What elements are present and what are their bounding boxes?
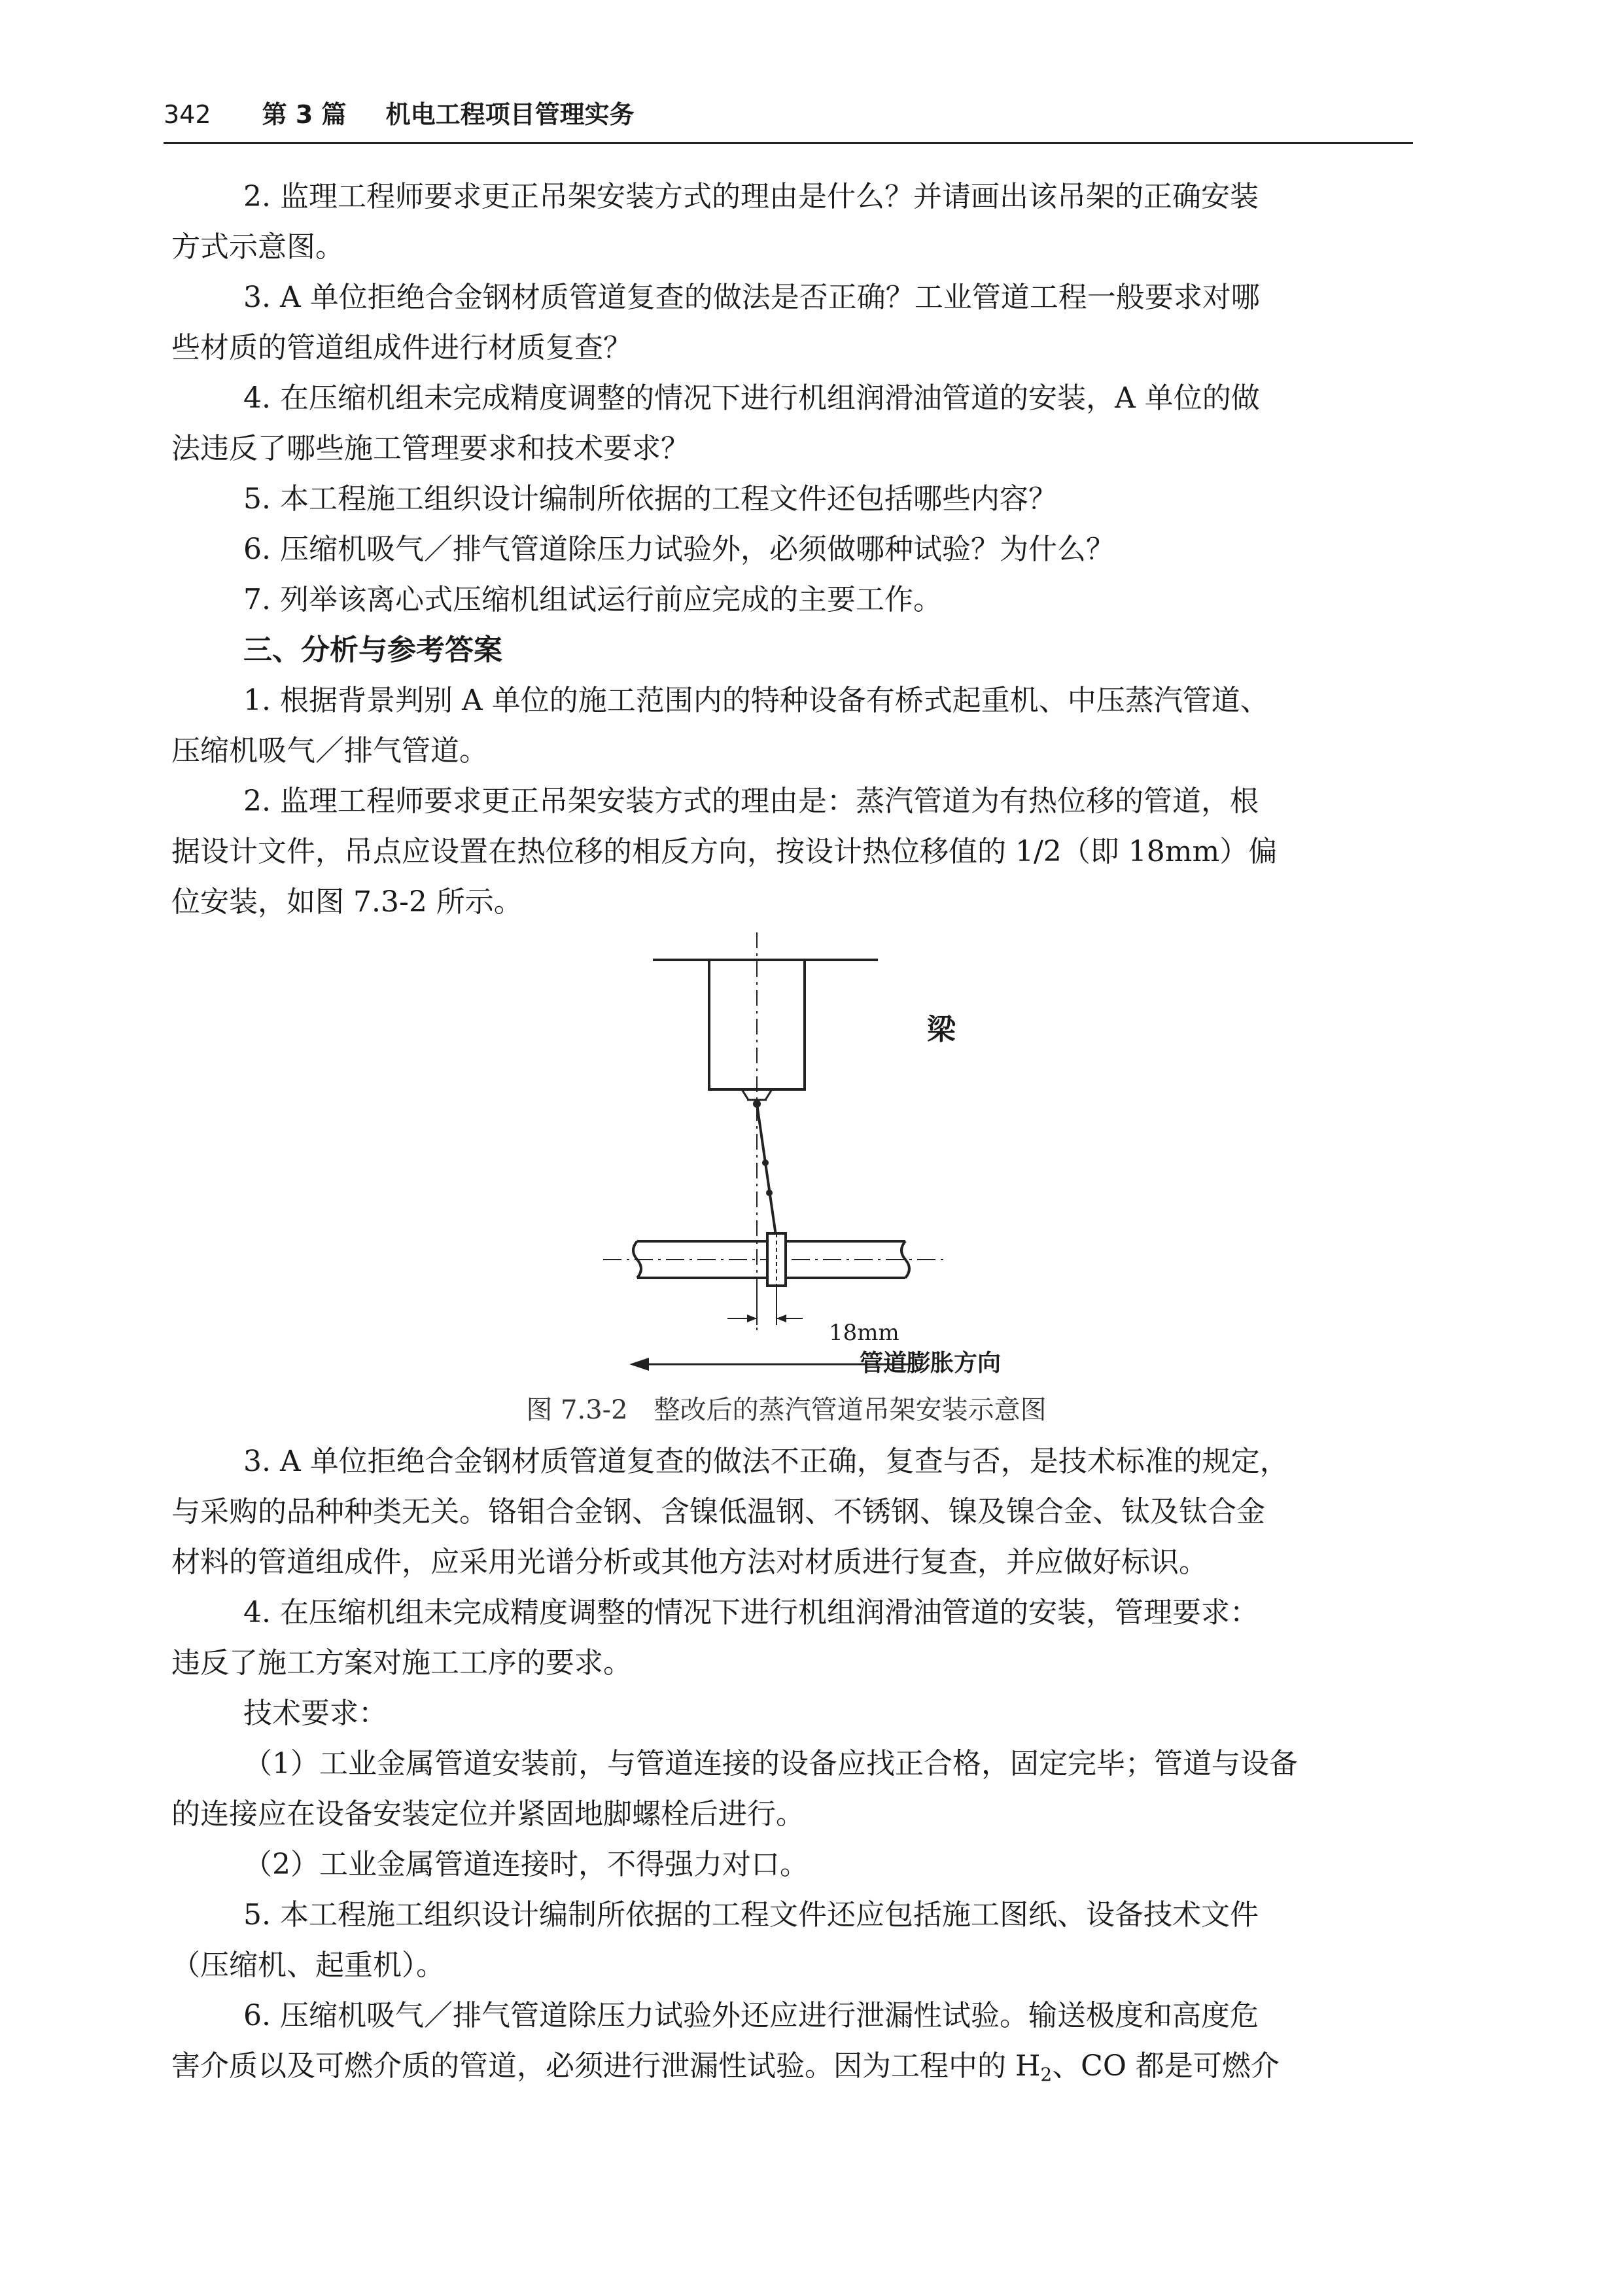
rod-joint-2 (766, 1190, 773, 1196)
figure-caption: 图 7.3-2 整改后的蒸汽管道吊架安装示意图 (526, 1395, 1047, 1425)
answer-2: 2. 监理工程师要求更正吊架安装方式的理由是：蒸汽管道为有热位移的管道，根 据设计文件，吊点应设置在热位移的相反方向，按设计热位移值的 1/2（即 18mm）偏 位安装，如图 7.3-2 所示。 (171, 785, 1278, 919)
chapter-title: 机电工程项目管理实务 (385, 100, 635, 129)
question-3: 3. A 单位拒绝合金钢材质管道复查的做法是否正确？工业管道工程一般要求对哪 些材质的管道组成件进行材质复查？ (171, 281, 1260, 364)
answer-5: 5. 本工程施工组织设计编制所依据的工程文件还应包括施工图纸、设备技术文件 （压缩机、起重机）。 (171, 1898, 1259, 1982)
section-heading: 三、分析与参考答案 (243, 633, 502, 667)
dim-arrow-left (747, 1315, 757, 1322)
question-7: 7. 列举该离心式压缩机组试运行前应完成的主要工作。 (243, 583, 942, 616)
question-5: 5. 本工程施工组织设计编制所依据的工程文件还包括哪些内容？ (243, 482, 1057, 516)
offset-label: 18mm (829, 1320, 899, 1346)
rod-joint-1 (762, 1159, 769, 1166)
page-body (171, 171, 1401, 2091)
hanger-rod (757, 1104, 777, 1240)
answer-4-tech-2: （2）工业金属管道连接时，不得强力对口。 (243, 1848, 809, 1881)
bracket-left (742, 1089, 748, 1100)
question-2: 2. 监理工程师要求更正吊架安装方式的理由是什么？并请画出该吊架的正确安装 方式示意图。 (171, 180, 1259, 264)
question-4: 4. 在压缩机组未完成精度调整的情况下进行机组润滑油管道的安装，A 单位的做 法违反了哪些施工管理要求和技术要求？ (171, 381, 1260, 465)
answer-3: 3. A 单位拒绝合金钢材质管道复查的做法不正确，复查与否，是技术标准的规定， 与采购的品种种类无关。铬钼合金钢、含镍低温钢、不锈钢、镍及镍合金、钛及钛合金 材料的管道组成件，应采用光谱分析或其他方法对材质进行复查，并应做好标识。 (171, 1445, 1289, 1579)
running-header (164, 92, 1413, 137)
part-label: 第 3 篇 (262, 100, 347, 129)
question-6: 6. 压缩机吸气／排气管道除压力试验外，必须做哪种试验？为什么？ (243, 533, 1115, 566)
answer-4: 4. 在压缩机组未完成精度调整的情况下进行机组润滑油管道的安装，管理要求： 违反了施工方案对施工工序的要求。 (171, 1596, 1259, 1680)
hanger-figure (171, 932, 1401, 1436)
answer-4-tech-title: 技术要求： (243, 1697, 387, 1730)
beam-label: 梁 (927, 1013, 956, 1046)
page-number: 342 (164, 100, 211, 129)
dim-arrow-right (777, 1315, 786, 1322)
expansion-direction-label: 管道膨胀方向 (860, 1350, 1002, 1377)
header-rule (164, 142, 1413, 144)
answer-6: 6. 压缩机吸气／排气管道除压力试验外还应进行泄漏性试验。输送极度和高度危 害介质以及可燃介质的管道，必须进行泄漏性试验。因为工程中的 $H_2$、CO 都是可燃介 (171, 1999, 1280, 2085)
bracket-right (765, 1089, 772, 1100)
expansion-arrowhead (629, 1358, 649, 1371)
answer-4-tech-1: （1）工业金属管道安装前，与管道连接的设备应找正合格，固定完毕；管道与设备 的连接应在设备安装定位并紧固地脚螺栓后进行。 (171, 1747, 1298, 1831)
hanger-diagram (171, 932, 1401, 1390)
answer-1: 1. 根据背景判别 A 单位的施工范围内的特种设备有桥式起重机、中压蒸汽管道、 压缩机吸气／排气管道。 (171, 684, 1269, 768)
